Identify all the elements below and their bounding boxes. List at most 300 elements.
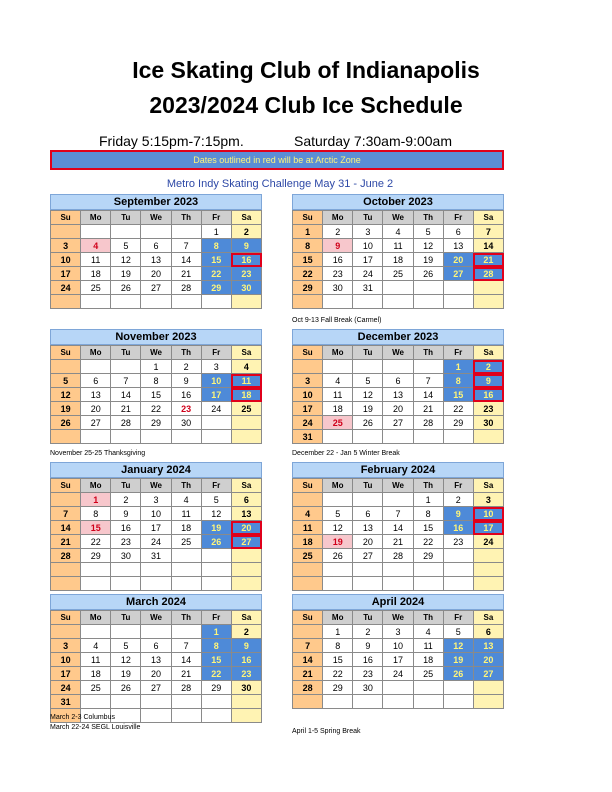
week-row [51,374,262,388]
calendar-title: October 2023 [292,194,504,210]
day-cell: 21 [171,667,201,681]
day-cell: 29 [293,281,323,295]
day-cell [383,295,413,309]
day-cell [81,577,111,591]
calendar-title: September 2023 [50,194,262,210]
week-row [293,267,504,281]
day-cell: 3 [353,225,383,239]
day-cell: 17 [473,521,503,535]
day-cell: 26 [111,681,141,695]
day-cell: 19 [111,667,141,681]
calendar-note: March 22-24 SEGL Louisville [50,724,141,731]
day-cell [81,563,111,577]
day-cell: 31 [353,281,383,295]
day-cell: 22 [201,667,231,681]
day-header: We [383,479,413,493]
day-cell: 8 [443,374,473,388]
day-cell: 2 [231,225,261,239]
day-cell: 21 [171,267,201,281]
day-cell [293,563,323,577]
day-header: Fr [443,611,473,625]
day-cell: 16 [231,253,261,267]
day-cell [413,360,443,374]
day-cell: 6 [473,625,503,639]
day-header: Fr [201,211,231,225]
day-cell: 31 [51,695,81,709]
day-cell: 20 [231,521,261,535]
day-cell [81,695,111,709]
day-cell: 11 [81,253,111,267]
day-cell: 12 [353,388,383,402]
day-cell: 21 [473,253,503,267]
day-cell: 14 [473,239,503,253]
day-cell: 16 [323,253,353,267]
day-cell: 25 [81,281,111,295]
day-cell: 17 [293,402,323,416]
day-cell [353,295,383,309]
week-row [51,388,262,402]
day-header: Su [51,211,81,225]
day-header: Tu [353,346,383,360]
day-cell: 11 [323,388,353,402]
day-cell: 20 [473,653,503,667]
week-row [293,563,504,577]
day-cell [473,281,503,295]
day-header: Th [413,211,443,225]
day-cell: 18 [413,653,443,667]
calendar-grid [50,478,262,591]
day-cell: 14 [413,388,443,402]
day-cell: 9 [171,374,201,388]
week-row [293,360,504,374]
day-cell: 8 [201,239,231,253]
day-cell [51,625,81,639]
day-cell: 19 [413,253,443,267]
day-cell: 12 [323,521,353,535]
day-cell: 19 [353,402,383,416]
day-cell: 14 [111,388,141,402]
day-cell: 24 [473,535,503,549]
calendar-note: December 22 - Jan 5 Winter Break [292,450,400,457]
day-cell: 3 [141,493,171,507]
day-cell: 9 [231,639,261,653]
day-cell: 30 [111,549,141,563]
day-cell: 3 [383,625,413,639]
week-row [293,667,504,681]
day-cell: 15 [323,653,353,667]
day-cell [201,563,231,577]
day-cell: 23 [111,535,141,549]
day-cell: 27 [81,416,111,430]
day-cell: 2 [443,493,473,507]
day-cell: 11 [383,239,413,253]
day-cell: 25 [383,267,413,281]
day-cell [383,577,413,591]
day-header: We [383,346,413,360]
day-cell: 19 [443,653,473,667]
day-cell: 22 [293,267,323,281]
day-cell [111,625,141,639]
day-cell: 26 [51,416,81,430]
day-cell: 2 [323,225,353,239]
week-row [51,653,262,667]
day-cell: 27 [383,416,413,430]
day-header: Fr [443,479,473,493]
week-row [51,535,262,549]
week-row [293,507,504,521]
week-row [51,625,262,639]
day-cell [171,549,201,563]
day-cell [353,695,383,709]
day-cell: 10 [383,639,413,653]
day-cell: 1 [81,493,111,507]
day-cell: 21 [51,535,81,549]
day-cell [81,430,111,444]
day-header: Mo [81,211,111,225]
day-cell: 2 [353,625,383,639]
day-cell: 19 [323,535,353,549]
day-cell [383,281,413,295]
day-cell: 28 [111,416,141,430]
day-cell [201,416,231,430]
day-cell: 20 [383,402,413,416]
calendar-4 [50,462,262,591]
day-cell: 29 [81,549,111,563]
day-cell: 17 [201,388,231,402]
week-row [51,493,262,507]
day-cell: 17 [383,653,413,667]
day-cell: 18 [171,521,201,535]
day-cell: 3 [293,374,323,388]
day-cell [413,295,443,309]
metro-challenge-note: Metro Indy Skating Challenge May 31 - June 2 [166,178,394,190]
day-cell [171,430,201,444]
day-header: Mo [323,211,353,225]
day-cell [353,493,383,507]
day-cell: 11 [231,374,261,388]
day-cell [171,625,201,639]
day-cell: 16 [353,653,383,667]
day-cell [201,709,231,723]
day-header: Tu [353,611,383,625]
week-row [51,507,262,521]
day-cell: 13 [443,239,473,253]
day-cell: 9 [473,374,503,388]
day-cell [141,577,171,591]
calendar-grid [292,610,504,709]
day-header: Sa [231,211,261,225]
day-cell [171,563,201,577]
day-cell: 29 [201,681,231,695]
day-cell: 8 [141,374,171,388]
day-cell [443,430,473,444]
day-header: Sa [231,611,261,625]
day-cell: 5 [51,374,81,388]
day-header: Sa [231,346,261,360]
day-cell: 6 [353,507,383,521]
day-cell [323,360,353,374]
day-cell: 1 [201,625,231,639]
day-cell [443,295,473,309]
day-cell [231,430,261,444]
day-header: Th [413,479,443,493]
day-cell: 5 [413,225,443,239]
day-cell [171,295,201,309]
day-cell: 24 [51,281,81,295]
arctic-zone-banner: Dates outlined in red will be at Arctic Zone [50,150,504,170]
day-cell: 21 [111,402,141,416]
day-cell: 25 [171,535,201,549]
day-cell: 30 [231,681,261,695]
day-cell: 3 [51,639,81,653]
week-row [293,388,504,402]
day-cell [323,295,353,309]
day-cell: 1 [293,225,323,239]
week-row [51,225,262,239]
calendar-note: November 25-25 Thanksgiving [50,450,146,457]
day-header: Fr [201,346,231,360]
saturday-hours: Saturday 7:30am-9:00am [294,133,452,149]
day-cell [171,709,201,723]
day-header: Th [171,211,201,225]
day-cell: 29 [141,416,171,430]
day-cell [51,295,81,309]
day-cell [293,695,323,709]
day-cell: 8 [201,639,231,653]
day-cell [413,430,443,444]
day-cell: 2 [231,625,261,639]
day-cell: 21 [383,535,413,549]
day-cell: 24 [201,402,231,416]
day-cell: 28 [293,681,323,695]
day-header: Tu [111,211,141,225]
day-cell: 4 [383,225,413,239]
day-cell: 5 [323,507,353,521]
day-cell: 7 [171,239,201,253]
day-cell: 29 [201,281,231,295]
week-row [51,416,262,430]
calendar-grid [50,345,262,444]
day-cell [111,225,141,239]
day-cell [111,360,141,374]
day-cell [383,695,413,709]
calendar-grid [50,610,262,723]
day-cell: 12 [201,507,231,521]
week-row [293,430,504,444]
day-cell: 13 [141,253,171,267]
calendar-note: March 2-3 Columbus [50,714,115,721]
day-header: Fr [443,211,473,225]
day-cell: 11 [81,653,111,667]
week-row [51,281,262,295]
day-cell [51,563,81,577]
day-cell [323,695,353,709]
day-cell: 8 [293,239,323,253]
day-header: Mo [323,479,353,493]
day-cell [171,695,201,709]
week-row [293,625,504,639]
day-cell: 3 [201,360,231,374]
week-row [293,402,504,416]
day-cell: 9 [443,507,473,521]
day-cell [141,695,171,709]
week-row [293,374,504,388]
day-cell: 20 [443,253,473,267]
day-cell [473,563,503,577]
day-cell: 15 [413,521,443,535]
day-header: Tu [353,479,383,493]
day-cell: 20 [141,267,171,281]
day-cell: 29 [413,549,443,563]
day-cell: 12 [443,639,473,653]
day-cell [413,563,443,577]
calendar-grid [50,210,262,309]
day-cell [443,695,473,709]
day-cell: 30 [231,281,261,295]
day-cell: 9 [231,239,261,253]
day-cell: 30 [323,281,353,295]
calendar-grid [292,478,504,591]
day-cell: 20 [141,667,171,681]
day-cell: 4 [231,360,261,374]
day-cell: 8 [81,507,111,521]
day-header: Su [293,211,323,225]
day-header: Su [293,346,323,360]
day-cell [293,360,323,374]
calendar-grid [292,210,504,309]
day-cell [231,709,261,723]
day-cell: 7 [111,374,141,388]
day-cell: 28 [171,281,201,295]
day-cell [323,577,353,591]
day-cell: 25 [231,402,261,416]
day-cell: 15 [201,253,231,267]
day-header: Tu [111,479,141,493]
day-header: Su [293,479,323,493]
day-cell: 22 [81,535,111,549]
day-cell: 24 [141,535,171,549]
week-row [51,563,262,577]
week-row [293,416,504,430]
day-header: Su [293,611,323,625]
day-cell: 9 [111,507,141,521]
day-cell [201,577,231,591]
day-cell: 23 [353,667,383,681]
day-cell [413,577,443,591]
day-cell [231,695,261,709]
day-cell: 16 [171,388,201,402]
calendar-3 [292,329,504,444]
day-cell [443,577,473,591]
day-cell [51,493,81,507]
day-cell: 25 [413,667,443,681]
day-cell [353,577,383,591]
day-cell: 9 [323,239,353,253]
calendar-title: December 2023 [292,329,504,345]
week-row [51,253,262,267]
day-header: Th [413,346,443,360]
page-title: Ice Skating Club of Indianapolis [132,57,480,83]
day-cell: 21 [293,667,323,681]
day-cell: 10 [51,653,81,667]
day-cell: 26 [111,281,141,295]
day-cell: 23 [443,535,473,549]
calendar-note: April 1-5 Spring Break [292,728,361,735]
day-cell: 1 [323,625,353,639]
day-cell: 23 [323,267,353,281]
day-cell: 2 [473,360,503,374]
day-cell [81,225,111,239]
day-cell [383,493,413,507]
calendar-grid [292,345,504,444]
day-cell: 24 [51,681,81,695]
day-header: Mo [323,611,353,625]
day-cell [323,493,353,507]
day-cell: 22 [413,535,443,549]
day-header: Mo [81,479,111,493]
day-cell [323,563,353,577]
week-row [51,667,262,681]
week-row [293,639,504,653]
day-cell: 3 [473,493,503,507]
day-cell: 30 [473,416,503,430]
day-header: Sa [473,479,503,493]
day-cell: 17 [141,521,171,535]
week-row [293,239,504,253]
day-cell [473,549,503,563]
day-cell [443,549,473,563]
calendar-7 [292,594,504,709]
day-cell: 16 [443,521,473,535]
day-cell: 7 [413,374,443,388]
week-row [51,360,262,374]
day-cell [141,625,171,639]
day-cell: 20 [81,402,111,416]
day-cell: 13 [231,507,261,521]
day-cell [81,625,111,639]
calendar-2 [50,329,262,444]
day-cell: 13 [141,653,171,667]
day-cell: 2 [171,360,201,374]
day-cell: 11 [293,521,323,535]
day-cell [293,577,323,591]
day-cell [111,709,141,723]
day-cell: 28 [413,416,443,430]
day-cell: 5 [353,374,383,388]
day-cell: 2 [111,493,141,507]
week-row [293,493,504,507]
day-cell [383,430,413,444]
week-row [293,295,504,309]
week-row [51,430,262,444]
day-cell [413,281,443,295]
week-row [293,225,504,239]
day-cell [81,360,111,374]
day-header: Tu [111,611,141,625]
day-cell: 4 [323,374,353,388]
calendar-title: April 2024 [292,594,504,610]
day-cell: 21 [413,402,443,416]
day-header: Fr [201,479,231,493]
day-cell: 18 [293,535,323,549]
day-cell [473,695,503,709]
day-cell: 17 [51,667,81,681]
day-header: Mo [81,611,111,625]
day-cell: 19 [201,521,231,535]
day-cell: 28 [383,549,413,563]
day-header: Su [51,611,81,625]
day-cell: 10 [141,507,171,521]
